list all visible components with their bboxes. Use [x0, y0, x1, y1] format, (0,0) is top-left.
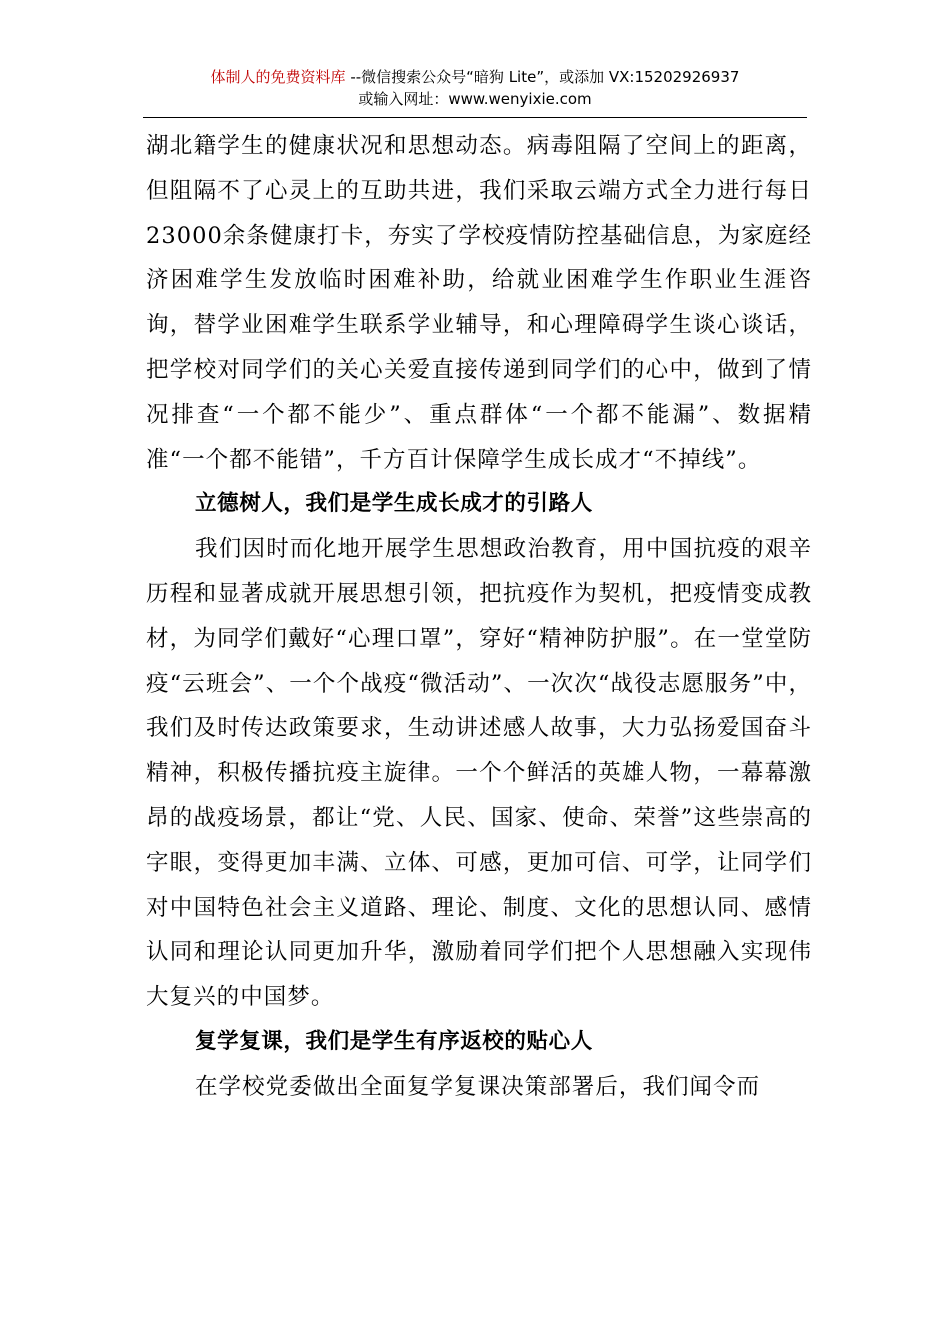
- header-line-1: [0, 66, 950, 88]
- header-divider: [143, 117, 807, 118]
- paragraph-3: 在学校党委做出全面复学复课决策部署后，我们闻令而: [195, 1073, 761, 1100]
- paragraph-2: 我们因时而化地开展学生思想政治教育，用中国抗疫的艰辛历程和显著成就开展思想引领，把抗疫作为契机，把疫情变成教材，为同学们戴好“心理口罩”，穿好“精神防护服”。在一堂堂防疫“云班会”、一个个战疫“微活动”、一次次“战役志愿服务”中，我们及时传达政策要求，生动讲述感人故事，大力弘扬爱国奋斗精神，积极传播抗疫主旋律。一个个鲜活的英雄人物，一幕幕激昂的战疫场景，都让“党、人民、国家、使命、荣誉”这些崇高的字眼，变得更加丰满、立体、可感，更加可信、可学，让同学们对中国特色社会主义道路、理论、制度、文化的思想认同、感情认同和理论认同更加升华，激励着同学们把个人思想融入实现伟大复兴的中国梦。: [146, 536, 812, 1011]
- page-header: [0, 66, 950, 110]
- header-line-2: 或输入网址：www.wenyixie.com: [358, 90, 592, 108]
- header-brand: 体制人的免费资料库: [210, 68, 346, 86]
- header-contact: --微信搜索公众号“暗狗 Lite”，或添加 VX:15202926937: [345, 68, 740, 86]
- section-heading-1: 立德树人，我们是学生成长成才的引路人: [195, 491, 593, 517]
- document-body: [146, 124, 812, 1110]
- paragraph-1: 湖北籍学生的健康状况和思想动态。病毒阻隔了空间上的距离，但阻隔不了心灵上的互助共进，我们采取云端方式全力进行每日23000余条健康打卡，夯实了学校疫情防控基础信息，为家庭经济困难学生发放临时困难补助，给就业困难学生作职业生涯咨询，替学业困难学生联系学业辅导，和心理障碍学生谈心谈话，把学校对同学们的关心关爱直接传递到同学们的心中，做到了情况排查“一个都不能少”、重点群体“一个都不能漏”、数据精准“一个都不能错”，千方百计保障学生成长成才“不掉线”。: [146, 133, 812, 473]
- section-heading-2: 复学复课，我们是学生有序返校的贴心人: [195, 1028, 593, 1054]
